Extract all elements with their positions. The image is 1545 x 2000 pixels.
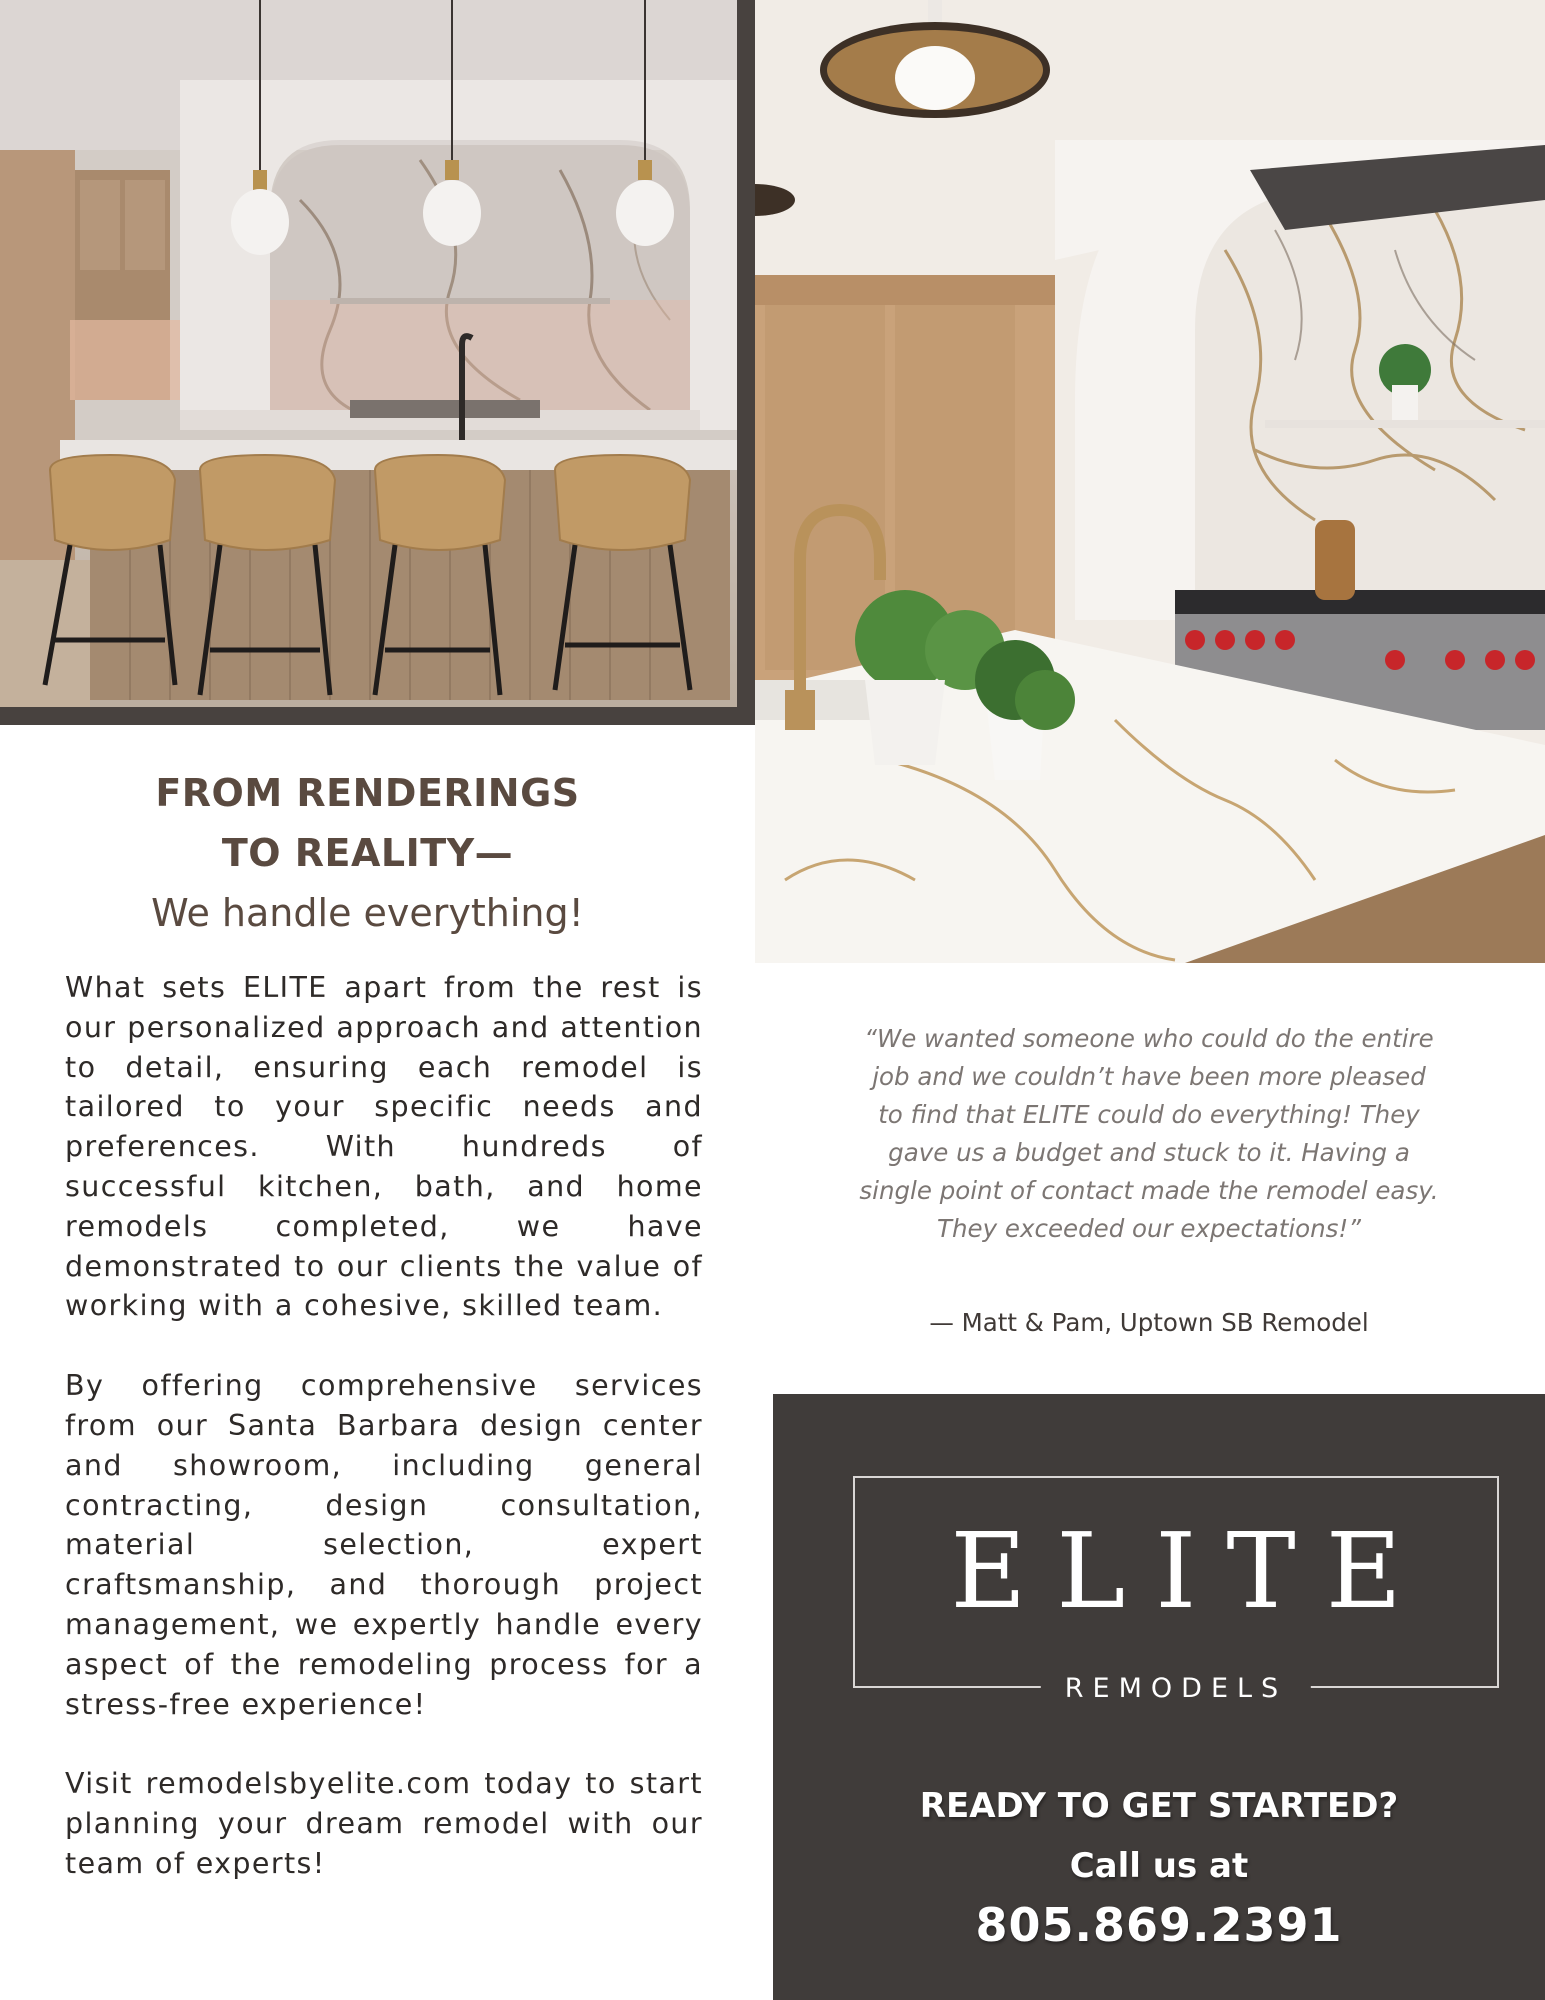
cta-heading: READY TO GET STARTED? (919, 1786, 1399, 1826)
rendering-photo-frame (0, 0, 755, 725)
logo-wordmark: ELITE (950, 1510, 1432, 1632)
brand-panel (773, 1394, 1545, 2000)
logo-tagline-row (853, 1669, 1499, 1709)
body-paragraph-1: What sets ELITE apart from the rest is our personalized approach and attention to detail, ensuring each remodel is tailored to your specific needs and preferences. With hundreds of successful kitchen, bath, and home remodels completed, we have demonstrated to our clients the value of working with a cohesive, skilled team. (65, 971, 703, 1323)
finished-kitchen-photo (755, 0, 1545, 963)
testimonial-attribution: — Matt & Pam, Uptown SB Remodel (929, 1308, 1369, 1337)
headline-line-1: FROM RENDERINGS (155, 771, 580, 815)
cta-phone-number[interactable]: 805.869.2391 (975, 1898, 1343, 1952)
finished-kitchen-illustration (755, 0, 1545, 963)
headline-tagline: We handle everything! (151, 891, 584, 935)
body-copy (65, 968, 703, 1884)
headline-line-2: TO REALITY— (221, 831, 514, 875)
cta-call-text: Call us at (1069, 1846, 1249, 1886)
body-paragraph-3: Visit remodelsbyelite.com today to start planning your dream remodel with our team of experts! (65, 1767, 703, 1880)
kitchen-rendering-photo (0, 0, 737, 707)
elite-logo (853, 1476, 1499, 1688)
testimonial-quote: “We wanted someone who could do the entire job and we couldn’t have been more pleased to find that ELITE could do everything! They gave us a budget and stuck to it. Having a single point of contact made the remodel easy. They exceeded our expectations!” (859, 1024, 1439, 1243)
logo-tagline: REMODELS (1041, 1669, 1311, 1709)
body-paragraph-2: By offering comprehensive services from our Santa Barbara design center and showroom, including general contracting, design consultation, material selection, expert craftsmanship, and thorough project management, we expertly handle every aspect of the remodeling process for a stress-free experience! (65, 1369, 703, 1721)
headline (60, 763, 675, 943)
kitchen-rendering-illustration (0, 0, 737, 707)
